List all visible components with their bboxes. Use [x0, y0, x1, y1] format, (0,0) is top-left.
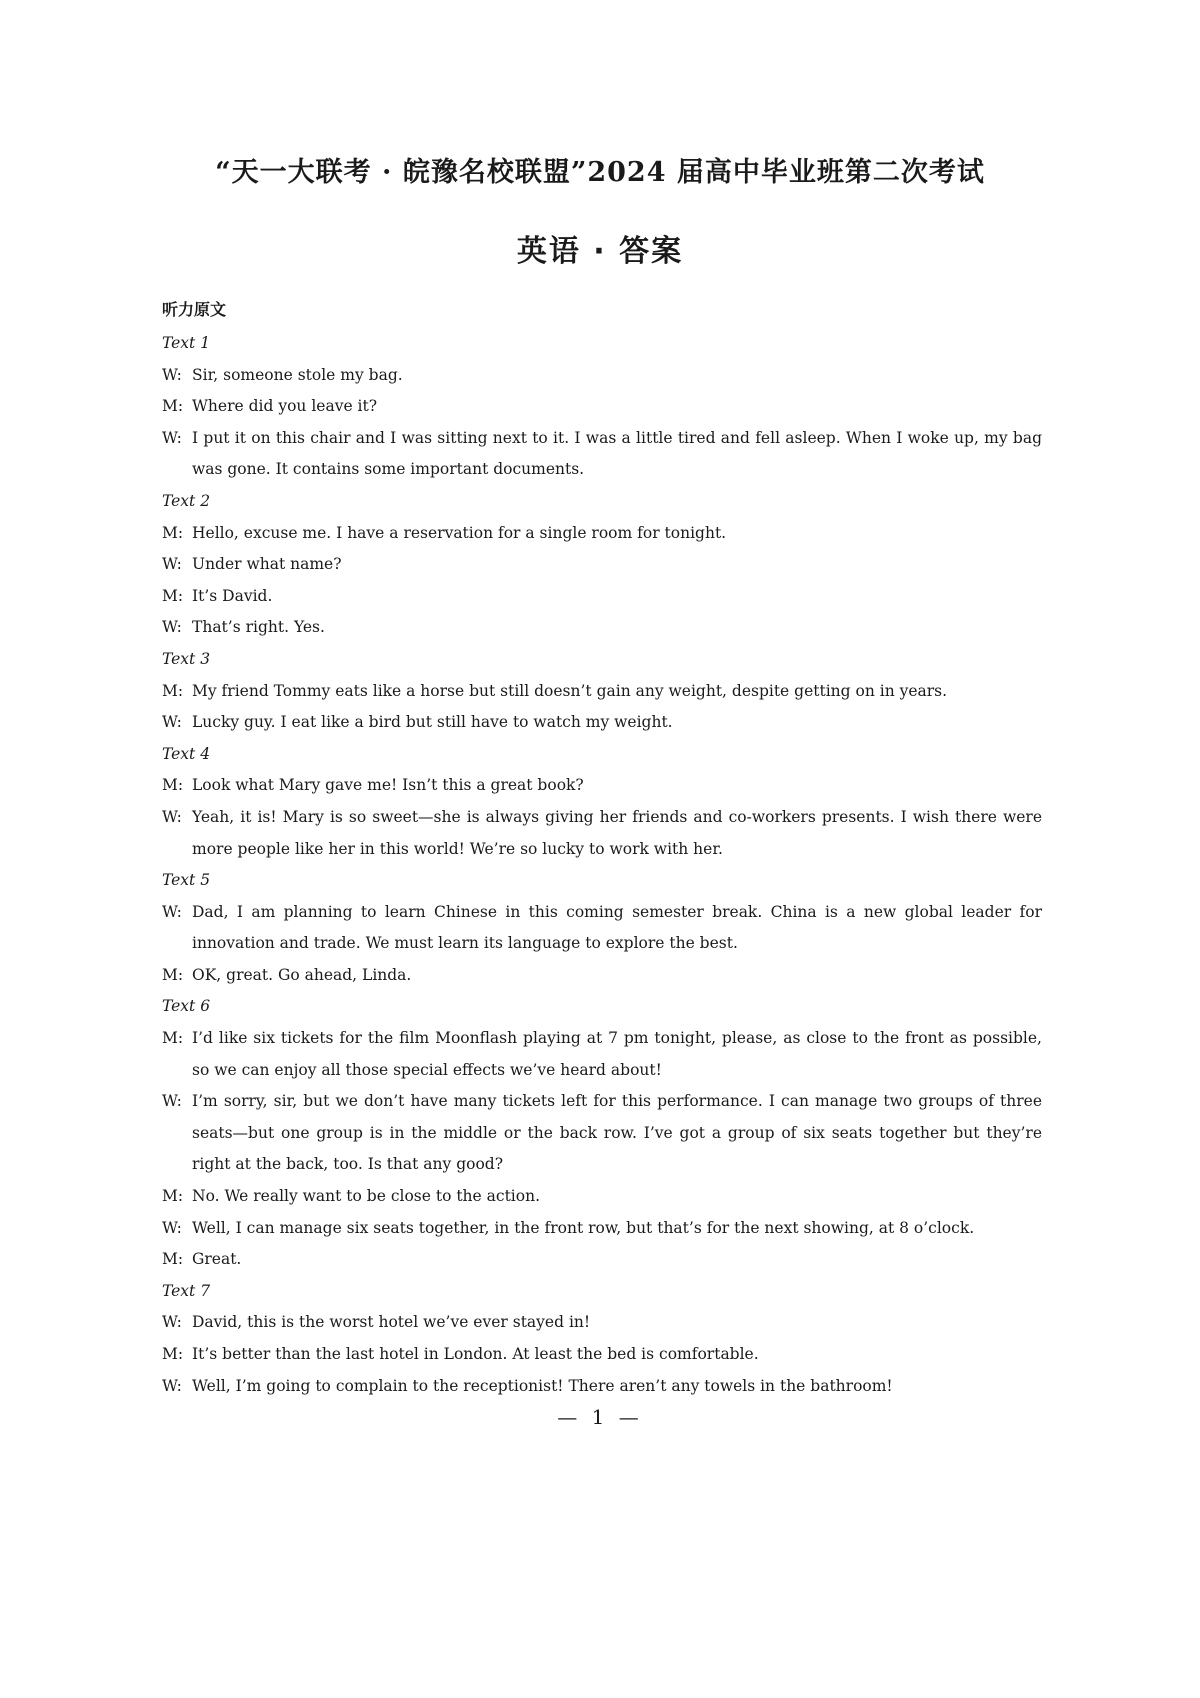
- utterance-text: I put it on this chair and I was sitting next to it. I was a little tired and fell asleep. When I woke up, my bag was gone. It contains some important documents.: [192, 428, 1042, 479]
- utterance-text: I’m sorry, sir, but we don’t have many tickets left for this performance. I can manage two groups of three seats—but one group is in the middle or the back row. I’ve got a group of six seats together but they’re right at the back, too. Is that any good?: [192, 1092, 1042, 1174]
- speaker-label: W:: [162, 1092, 182, 1111]
- transcript-block: [162, 739, 1042, 865]
- speaker-label: M:: [162, 1029, 184, 1048]
- speaker-label: M:: [162, 1250, 184, 1269]
- dialogue-line: [162, 1244, 1042, 1276]
- dialogue-line: [162, 1086, 1042, 1181]
- utterance-text: My friend Tommy eats like a horse but still doesn’t gain any weight, despite getting on in years.: [192, 681, 948, 700]
- dialogue-line: [162, 960, 1042, 992]
- utterance-text: That’s right. Yes.: [192, 618, 325, 637]
- text-label: Text 6: [162, 997, 211, 1016]
- text-label: Text 1: [162, 334, 211, 352]
- speaker-label: M:: [162, 586, 184, 605]
- dialogue-line: [162, 360, 1042, 392]
- speaker-label: W:: [162, 428, 182, 447]
- speaker-label: W:: [162, 902, 182, 921]
- dialogue-line: [162, 391, 1042, 423]
- speaker-label: M:: [162, 965, 184, 984]
- utterance-text: Under what name?: [192, 555, 342, 574]
- utterance-text: David, this is the worst hotel we’ve ever stayed in!: [192, 1313, 591, 1332]
- speaker-label: W:: [162, 618, 182, 637]
- dialogue-line: [162, 1213, 1042, 1245]
- utterance-text: Look what Mary gave me! Isn’t this a great book?: [192, 776, 584, 795]
- utterance-text: Sir, someone stole my bag.: [192, 365, 403, 384]
- speaker-label: M:: [162, 1187, 184, 1206]
- dialogue-line: [162, 1023, 1042, 1086]
- listening-transcript: [162, 328, 1042, 1402]
- utterance-text: OK, great. Go ahead, Linda.: [192, 965, 412, 984]
- dialogue-line: [162, 581, 1042, 613]
- speaker-label: W:: [162, 365, 182, 384]
- speaker-label: W:: [162, 1313, 182, 1332]
- dialogue-line: [162, 770, 1042, 802]
- dialogue-line: [162, 1181, 1042, 1213]
- speaker-label: M:: [162, 776, 184, 795]
- utterance-text: Dad, I am planning to learn Chinese in this coming semester break. China is a new global leader for innovation and trade. We must learn its language to explore the best.: [192, 902, 1042, 953]
- dialogue-line: [162, 1339, 1042, 1371]
- transcript-block: [162, 644, 1042, 739]
- speaker-label: W:: [162, 807, 182, 826]
- transcript-block: [162, 328, 1042, 486]
- speaker-label: M:: [162, 1345, 184, 1363]
- utterance-text: Well, I can manage six seats together, in the front row, but that’s for the next showing, at 8 o’clock.: [192, 1218, 975, 1237]
- page-number: — 1 —: [557, 1405, 643, 1429]
- speaker-label: W:: [162, 1376, 182, 1395]
- dialogue-line: [162, 1371, 1042, 1403]
- dialogue-line: [162, 676, 1042, 708]
- speaker-label: M:: [162, 681, 184, 700]
- text-label: Text 2: [162, 491, 211, 510]
- utterance-text: Yeah, it is! Mary is so sweet—she is always giving her friends and co-workers presents. I wish there were more people like her in this world! We’re so lucky to work with her.: [192, 807, 1042, 858]
- dialogue-line: [162, 518, 1042, 550]
- transcript-block: [162, 1276, 1042, 1402]
- speaker-label: W:: [162, 1218, 182, 1237]
- dialogue-line: [162, 423, 1042, 486]
- dialogue-line: [162, 802, 1042, 865]
- subject-title: 英语 · 答案: [516, 234, 684, 269]
- text-label: Text 4: [162, 744, 211, 763]
- speaker-label: W:: [162, 555, 182, 574]
- utterance-text: Great.: [192, 1250, 242, 1269]
- utterance-text: Where did you leave it?: [192, 397, 378, 416]
- text-label: Text 5: [162, 871, 211, 890]
- dialogue-line: [162, 1307, 1042, 1339]
- speaker-label: M:: [162, 397, 184, 416]
- dialogue-line: [162, 549, 1042, 581]
- utterance-text: Hello, excuse me. I have a reservation for a single room for tonight.: [192, 523, 727, 542]
- section-heading: 听力原文: [162, 300, 227, 319]
- utterance-text: No. We really want to be close to the action.: [192, 1187, 540, 1206]
- speaker-label: M:: [162, 523, 184, 542]
- transcript-block: [162, 486, 1042, 644]
- text-label: Text 3: [162, 649, 211, 668]
- transcript-block: [162, 991, 1042, 1275]
- dialogue-line: [162, 707, 1042, 739]
- utterance-text: It’s better than the last hotel in London. At least the bed is comfortable.: [192, 1345, 759, 1363]
- utterance-text: I’d like six tickets for the film Moonflash playing at 7 pm tonight, please, as close to the front as possible, so we can enjoy all those special effects we’ve heard about!: [192, 1029, 1042, 1079]
- exam-title: “天一大联考 · 皖豫名校联盟”2024 届高中毕业班第二次考试: [215, 157, 985, 188]
- utterance-text: Lucky guy. I eat like a bird but still have to watch my weight.: [192, 713, 673, 732]
- dialogue-line: [162, 612, 1042, 644]
- transcript-block: [162, 865, 1042, 991]
- dialogue-line: [162, 897, 1042, 960]
- speaker-label: W:: [162, 713, 182, 732]
- utterance-text: It’s David.: [192, 586, 273, 605]
- text-label: Text 7: [162, 1281, 211, 1300]
- utterance-text: Well, I’m going to complain to the receptionist! There aren’t any towels in the bathroom!: [192, 1376, 893, 1395]
